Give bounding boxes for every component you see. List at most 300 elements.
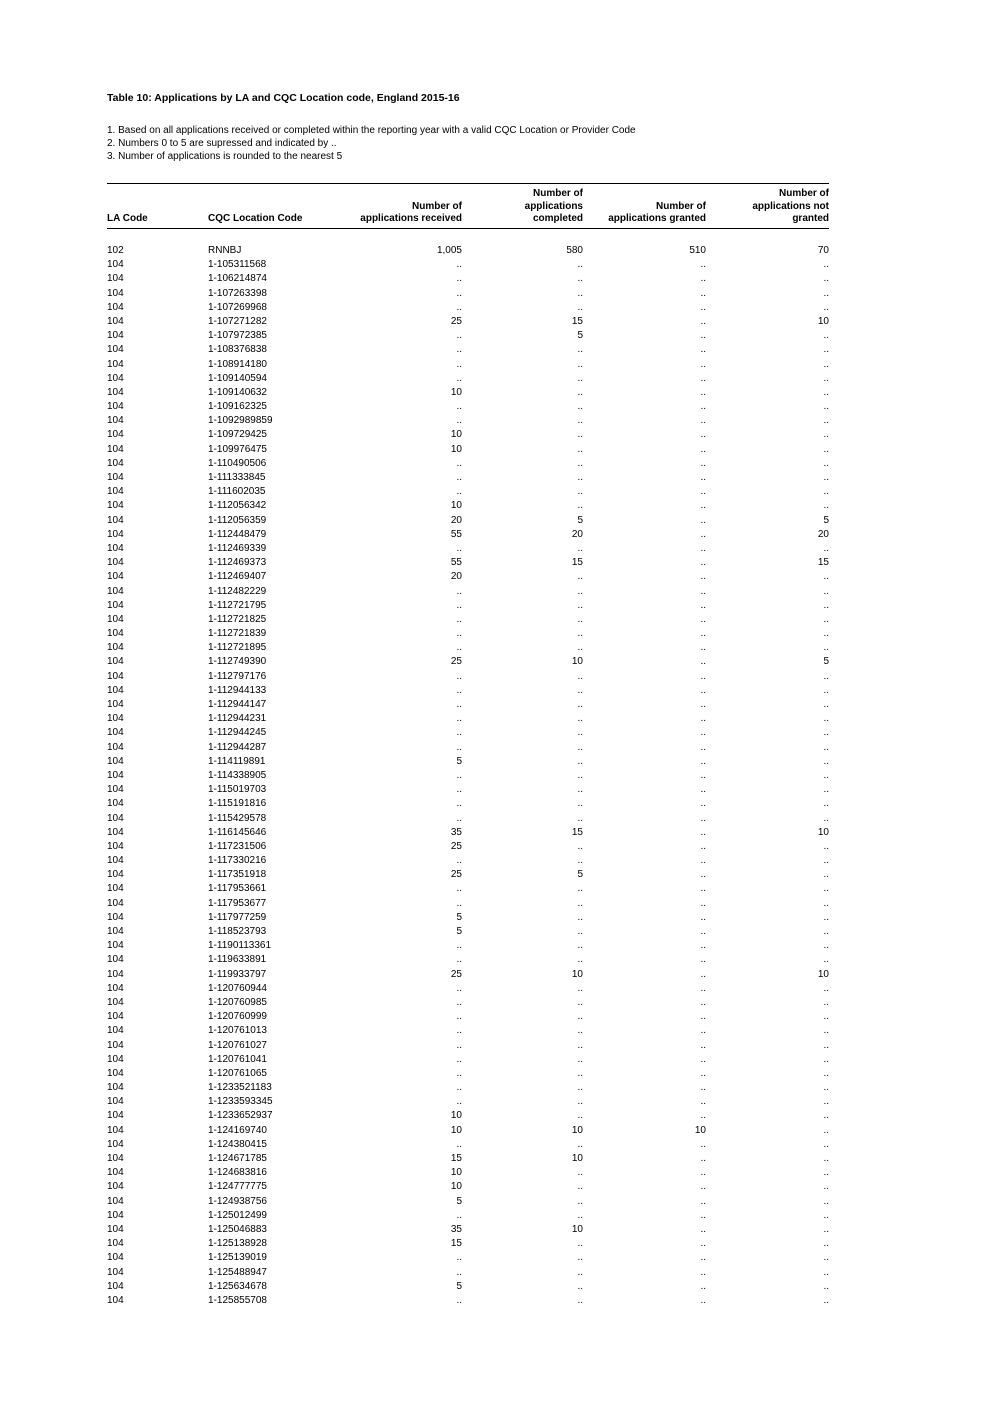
granted-cell: .. bbox=[700, 926, 706, 937]
not-granted-cell: .. bbox=[823, 259, 829, 271]
received-cell: .. bbox=[456, 585, 462, 597]
completed-cell: .. bbox=[577, 1082, 583, 1094]
la-code-cell: 104 bbox=[107, 1209, 124, 1221]
cqc-location-code-cell: 1-124671785 bbox=[208, 1153, 267, 1164]
completed-cell: .. bbox=[577, 429, 583, 441]
la-code-cell: 104 bbox=[107, 982, 124, 994]
table-body bbox=[107, 229, 829, 1309]
not-granted-cell: .. bbox=[823, 1096, 829, 1108]
granted-cell: .. bbox=[700, 812, 706, 824]
completed-cell: .. bbox=[577, 1138, 583, 1150]
not-granted-cell: .. bbox=[823, 1209, 829, 1221]
not-granted-cell: .. bbox=[823, 911, 829, 923]
completed-cell: .. bbox=[577, 1110, 583, 1122]
granted-cell: .. bbox=[700, 656, 706, 668]
la-code-cell: 104 bbox=[107, 883, 124, 895]
table-row bbox=[107, 1237, 829, 1251]
cqc-location-code-cell: 1-1233521183 bbox=[208, 1082, 272, 1094]
cqc-location-code-cell: 1-120761065 bbox=[208, 1067, 267, 1079]
la-code-cell: 104 bbox=[107, 613, 124, 625]
table-row bbox=[107, 1024, 829, 1038]
received-cell: 5 bbox=[456, 1195, 462, 1207]
header-line: applications not bbox=[752, 200, 829, 212]
table-row bbox=[107, 826, 829, 840]
granted-cell: .. bbox=[700, 1223, 706, 1235]
granted-cell: .. bbox=[700, 769, 706, 781]
received-cell: 5 bbox=[456, 1280, 462, 1292]
received-cell: 20 bbox=[450, 571, 462, 583]
not-granted-cell: .. bbox=[823, 1280, 829, 1292]
cqc-location-code-cell: 1-112448479 bbox=[208, 528, 267, 540]
table-row bbox=[107, 499, 829, 513]
not-granted-cell: .. bbox=[823, 486, 829, 498]
not-granted-cell: .. bbox=[823, 940, 829, 952]
not-granted-cell: .. bbox=[823, 1252, 829, 1264]
cqc-location-code-cell: 1-115019703 bbox=[208, 784, 267, 796]
completed-cell: .. bbox=[577, 713, 583, 725]
applications-table bbox=[107, 183, 829, 1308]
completed-cell: .. bbox=[577, 1266, 583, 1278]
received-cell: 10 bbox=[450, 1167, 462, 1179]
table-row bbox=[107, 840, 829, 854]
cqc-location-code-cell: 1-109140594 bbox=[208, 372, 267, 384]
received-cell: .. bbox=[456, 769, 462, 781]
received-cell: 25 bbox=[450, 840, 462, 852]
cqc-location-code-cell: 1-1190113361 bbox=[208, 940, 272, 952]
la-code-cell: 104 bbox=[107, 443, 124, 455]
completed-cell: .. bbox=[577, 996, 583, 1008]
not-granted-cell: .. bbox=[823, 401, 829, 413]
not-granted-cell: .. bbox=[823, 429, 829, 441]
not-granted-cell: .. bbox=[823, 699, 829, 710]
received-cell: .. bbox=[456, 954, 462, 966]
la-code-cell: 104 bbox=[107, 826, 124, 838]
received-cell: .. bbox=[456, 401, 462, 413]
completed-cell: 5 bbox=[577, 514, 583, 526]
completed-cell: .. bbox=[577, 1025, 583, 1037]
completed-cell: .. bbox=[577, 443, 583, 455]
completed-cell: .. bbox=[577, 372, 583, 384]
cqc-location-code-cell: 1-105311568 bbox=[208, 259, 267, 271]
received-cell: .. bbox=[456, 1138, 462, 1150]
not-granted-cell: .. bbox=[823, 982, 829, 994]
completed-cell: 10 bbox=[571, 656, 583, 668]
cqc-location-code-cell: 1-112944287 bbox=[208, 741, 267, 753]
completed-cell: .. bbox=[577, 401, 583, 413]
received-cell: 35 bbox=[450, 826, 462, 838]
la-code-cell: 104 bbox=[107, 429, 124, 441]
not-granted-cell: .. bbox=[823, 855, 829, 867]
cqc-location-code-cell: 1-1092989859 bbox=[208, 415, 273, 427]
completed-cell: .. bbox=[577, 585, 583, 597]
received-cell: 10 bbox=[450, 1124, 462, 1136]
cqc-location-code-cell: 1-108914180 bbox=[208, 358, 267, 370]
not-granted-cell: .. bbox=[823, 1067, 829, 1079]
la-code-cell: 104 bbox=[107, 784, 124, 796]
header-applications-completed bbox=[462, 184, 583, 229]
cqc-location-code-cell: 1-117953677 bbox=[208, 897, 267, 909]
completed-cell: .. bbox=[577, 1209, 583, 1221]
la-code-cell: 104 bbox=[107, 1167, 124, 1179]
table-row bbox=[107, 1039, 829, 1053]
la-code-cell: 104 bbox=[107, 855, 124, 867]
table-row bbox=[107, 272, 829, 286]
table-row bbox=[107, 329, 829, 343]
granted-cell: .. bbox=[700, 259, 706, 271]
not-granted-cell: .. bbox=[823, 926, 829, 937]
table-row bbox=[107, 670, 829, 684]
granted-cell: .. bbox=[700, 713, 706, 725]
header-line: Number of bbox=[412, 200, 462, 212]
completed-cell: .. bbox=[577, 911, 583, 923]
la-code-cell: 104 bbox=[107, 1110, 124, 1122]
received-cell: 10 bbox=[450, 1110, 462, 1122]
granted-cell: .. bbox=[700, 670, 706, 682]
completed-cell: .. bbox=[577, 415, 583, 427]
cqc-location-code-cell: 1-120760985 bbox=[208, 996, 267, 1008]
la-code-cell: 104 bbox=[107, 1053, 124, 1065]
received-cell: .. bbox=[456, 301, 462, 313]
table-row bbox=[107, 953, 829, 967]
la-code-cell: 104 bbox=[107, 486, 124, 498]
cqc-location-code-cell: 1-112721839 bbox=[208, 628, 267, 640]
cqc-location-code-cell: 1-125138928 bbox=[208, 1238, 267, 1250]
not-granted-cell: .. bbox=[823, 1124, 829, 1136]
not-granted-cell: .. bbox=[823, 330, 829, 342]
header-line: applications granted bbox=[608, 213, 706, 225]
granted-cell: .. bbox=[700, 954, 706, 966]
granted-cell: .. bbox=[700, 1266, 706, 1278]
granted-cell: 510 bbox=[689, 245, 706, 256]
not-granted-cell: .. bbox=[823, 1294, 829, 1306]
cqc-location-code-cell: 1-112944231 bbox=[208, 713, 267, 725]
received-cell: 15 bbox=[450, 1153, 462, 1164]
not-granted-cell: .. bbox=[823, 769, 829, 781]
completed-cell: 10 bbox=[571, 1153, 583, 1164]
table-row bbox=[107, 1124, 829, 1138]
completed-cell: .. bbox=[577, 741, 583, 753]
granted-cell: .. bbox=[700, 642, 706, 654]
not-granted-cell: .. bbox=[823, 1138, 829, 1150]
not-granted-cell: 5 bbox=[823, 514, 829, 526]
la-code-cell: 104 bbox=[107, 315, 124, 327]
cqc-location-code-cell: 1-112469339 bbox=[208, 542, 267, 554]
cqc-location-code-cell: 1-120761041 bbox=[208, 1053, 267, 1065]
la-code-cell: 104 bbox=[107, 727, 124, 739]
received-cell: .. bbox=[456, 1294, 462, 1306]
completed-cell: .. bbox=[577, 1167, 583, 1179]
la-code-cell: 104 bbox=[107, 1011, 124, 1023]
table-row bbox=[107, 315, 829, 329]
cqc-location-code-cell: 1-1233652937 bbox=[208, 1110, 273, 1122]
cqc-location-code-cell: 1-117953661 bbox=[208, 883, 267, 895]
completed-cell: .. bbox=[577, 769, 583, 781]
cqc-location-code-cell: 1-109162325 bbox=[208, 401, 267, 413]
received-cell: 10 bbox=[450, 443, 462, 455]
received-cell: .. bbox=[456, 628, 462, 640]
la-code-cell: 104 bbox=[107, 954, 124, 966]
completed-cell: 5 bbox=[577, 869, 583, 881]
cqc-location-code-cell: 1-112056342 bbox=[208, 500, 267, 512]
la-code-cell: 104 bbox=[107, 1067, 124, 1079]
granted-cell: .. bbox=[700, 755, 706, 767]
not-granted-cell: 10 bbox=[817, 968, 829, 980]
la-code-cell: 104 bbox=[107, 514, 124, 526]
received-cell: 1,005 bbox=[436, 245, 462, 256]
table-row bbox=[107, 343, 829, 357]
granted-cell: .. bbox=[700, 514, 706, 526]
completed-cell: 10 bbox=[571, 1124, 583, 1136]
table-row bbox=[107, 911, 829, 925]
not-granted-cell: .. bbox=[823, 1053, 829, 1065]
granted-cell: .. bbox=[700, 727, 706, 739]
table-row bbox=[107, 258, 829, 272]
completed-cell: 5 bbox=[577, 330, 583, 342]
la-code-cell: 104 bbox=[107, 1039, 124, 1051]
granted-cell: .. bbox=[700, 1167, 706, 1179]
not-granted-cell: 5 bbox=[823, 656, 829, 668]
received-cell: .. bbox=[456, 798, 462, 810]
la-code-cell: 104 bbox=[107, 571, 124, 583]
cqc-location-code-cell: 1-117977259 bbox=[208, 911, 267, 923]
received-cell: .. bbox=[456, 358, 462, 370]
la-code-cell: 102 bbox=[107, 245, 124, 256]
cqc-location-code-cell: 1-120760944 bbox=[208, 982, 267, 994]
not-granted-cell: .. bbox=[823, 287, 829, 299]
granted-cell: .. bbox=[700, 330, 706, 342]
not-granted-cell: .. bbox=[823, 1153, 829, 1164]
granted-cell: .. bbox=[700, 344, 706, 356]
cqc-location-code-cell: 1-118523793 bbox=[208, 926, 267, 937]
header-applications-granted bbox=[583, 184, 706, 229]
completed-cell: .. bbox=[577, 472, 583, 483]
not-granted-cell: .. bbox=[823, 798, 829, 810]
not-granted-cell: .. bbox=[823, 840, 829, 852]
table-row bbox=[107, 684, 829, 698]
completed-cell: .. bbox=[577, 982, 583, 994]
completed-cell: .. bbox=[577, 1039, 583, 1051]
table-row bbox=[107, 1280, 829, 1294]
not-granted-cell: .. bbox=[823, 1110, 829, 1122]
granted-cell: .. bbox=[700, 386, 706, 398]
completed-cell: .. bbox=[577, 883, 583, 895]
granted-cell: .. bbox=[700, 315, 706, 327]
not-granted-cell: .. bbox=[823, 1238, 829, 1250]
la-code-cell: 104 bbox=[107, 1280, 124, 1292]
table-row bbox=[107, 755, 829, 769]
not-granted-cell: .. bbox=[823, 727, 829, 739]
table-row bbox=[107, 287, 829, 301]
completed-cell: .. bbox=[577, 798, 583, 810]
table-row bbox=[107, 1266, 829, 1280]
header-line: applications bbox=[524, 200, 583, 212]
not-granted-cell: .. bbox=[823, 1011, 829, 1023]
la-code-cell: 104 bbox=[107, 684, 124, 696]
table-row bbox=[107, 570, 829, 584]
cqc-location-code-cell: 1-120760999 bbox=[208, 1011, 267, 1023]
not-granted-cell: .. bbox=[823, 472, 829, 483]
table-row bbox=[107, 925, 829, 939]
granted-cell: .. bbox=[700, 486, 706, 498]
la-code-cell: 104 bbox=[107, 1266, 124, 1278]
received-cell: .. bbox=[456, 1082, 462, 1094]
received-cell: 35 bbox=[450, 1223, 462, 1235]
cqc-location-code-cell: 1-114119891 bbox=[208, 755, 266, 767]
table-row bbox=[107, 655, 829, 669]
table-row bbox=[107, 854, 829, 868]
la-code-cell: 104 bbox=[107, 926, 124, 937]
completed-cell: .. bbox=[577, 699, 583, 710]
received-cell: 20 bbox=[450, 514, 462, 526]
received-cell: .. bbox=[456, 1011, 462, 1023]
la-code-cell: 104 bbox=[107, 699, 124, 710]
granted-cell: .. bbox=[700, 585, 706, 597]
not-granted-cell: .. bbox=[823, 613, 829, 625]
table-row bbox=[107, 471, 829, 485]
la-code-cell: 104 bbox=[107, 358, 124, 370]
received-cell: .. bbox=[456, 287, 462, 299]
table-row bbox=[107, 599, 829, 613]
table-row bbox=[107, 556, 829, 570]
completed-cell: .. bbox=[577, 1181, 583, 1193]
not-granted-cell: .. bbox=[823, 571, 829, 583]
granted-cell: .. bbox=[700, 1238, 706, 1250]
granted-cell: .. bbox=[700, 628, 706, 640]
la-code-cell: 104 bbox=[107, 996, 124, 1008]
granted-cell: .. bbox=[700, 1082, 706, 1094]
not-granted-cell: .. bbox=[823, 1223, 829, 1235]
la-code-cell: 104 bbox=[107, 1181, 124, 1193]
granted-cell: .. bbox=[700, 613, 706, 625]
la-code-cell: 104 bbox=[107, 642, 124, 654]
completed-cell: .. bbox=[577, 358, 583, 370]
header-line: Number of bbox=[779, 188, 829, 200]
granted-cell: .. bbox=[700, 883, 706, 895]
cqc-location-code-cell: 1-119633891 bbox=[208, 954, 267, 966]
received-cell: .. bbox=[456, 1209, 462, 1221]
header-spacer bbox=[107, 229, 829, 245]
table-row bbox=[107, 741, 829, 755]
received-cell: .. bbox=[456, 273, 462, 285]
granted-cell: .. bbox=[700, 826, 706, 838]
table-row bbox=[107, 457, 829, 471]
cqc-location-code-cell: 1-112749390 bbox=[208, 656, 267, 668]
not-granted-cell: .. bbox=[823, 1266, 829, 1278]
cqc-location-code-cell: 1-112056359 bbox=[208, 514, 267, 526]
table-row bbox=[107, 485, 829, 499]
received-cell: .. bbox=[456, 727, 462, 739]
table-row bbox=[107, 641, 829, 655]
table-row bbox=[107, 514, 829, 528]
granted-cell: .. bbox=[700, 784, 706, 796]
granted-cell: .. bbox=[700, 982, 706, 994]
la-code-cell: 104 bbox=[107, 670, 124, 682]
table-row bbox=[107, 1053, 829, 1067]
not-granted-cell: .. bbox=[823, 1167, 829, 1179]
la-code-cell: 104 bbox=[107, 755, 124, 767]
cqc-location-code-cell: 1-112944147 bbox=[208, 699, 267, 710]
not-granted-cell: .. bbox=[823, 670, 829, 682]
received-cell: .. bbox=[456, 1096, 462, 1108]
received-cell: 55 bbox=[450, 557, 462, 569]
la-code-cell: 104 bbox=[107, 1138, 124, 1150]
la-code-cell: 104 bbox=[107, 273, 124, 285]
received-cell: 25 bbox=[450, 869, 462, 881]
table-row bbox=[107, 372, 829, 386]
table-row bbox=[107, 882, 829, 896]
la-code-cell: 104 bbox=[107, 1025, 124, 1037]
received-cell: .. bbox=[456, 684, 462, 696]
cqc-location-code-cell: 1-112721795 bbox=[208, 599, 267, 611]
table-row bbox=[107, 783, 829, 797]
completed-cell: .. bbox=[577, 542, 583, 554]
not-granted-cell: .. bbox=[823, 954, 829, 966]
la-code-cell: 104 bbox=[107, 457, 124, 469]
granted-cell: .. bbox=[700, 542, 706, 554]
cqc-location-code-cell: 1-125139019 bbox=[208, 1252, 267, 1264]
header-applications-not-granted bbox=[706, 184, 829, 229]
header-line: Number of bbox=[533, 188, 583, 200]
table-row bbox=[107, 1081, 829, 1095]
la-code-cell: 104 bbox=[107, 401, 124, 413]
cqc-location-code-cell: 1-124683816 bbox=[208, 1167, 267, 1179]
note-1: 1. Based on all applications received or completed within the reporting year with a valid CQC Location or Provider Code bbox=[107, 125, 636, 136]
completed-cell: .. bbox=[577, 1011, 583, 1023]
la-code-cell: 104 bbox=[107, 628, 124, 640]
granted-cell: 10 bbox=[694, 1124, 706, 1136]
cqc-location-code-cell: RNNBJ bbox=[208, 245, 242, 256]
received-cell: .. bbox=[456, 812, 462, 824]
table-row bbox=[107, 414, 829, 428]
granted-cell: .. bbox=[700, 1096, 706, 1108]
granted-cell: .. bbox=[700, 457, 706, 469]
la-code-cell: 104 bbox=[107, 812, 124, 824]
granted-cell: .. bbox=[700, 1209, 706, 1221]
table-row bbox=[107, 897, 829, 911]
table-row bbox=[107, 301, 829, 315]
cqc-location-code-cell: 1-116145646 bbox=[208, 826, 267, 838]
granted-cell: .. bbox=[700, 528, 706, 540]
received-cell: .. bbox=[456, 982, 462, 994]
granted-cell: .. bbox=[700, 1110, 706, 1122]
received-cell: .. bbox=[456, 1039, 462, 1051]
completed-cell: .. bbox=[577, 954, 583, 966]
received-cell: 10 bbox=[450, 386, 462, 398]
cqc-location-code-cell: 1-107263398 bbox=[208, 287, 267, 299]
table-row bbox=[107, 726, 829, 740]
not-granted-cell: 15 bbox=[817, 557, 829, 569]
completed-cell: .. bbox=[577, 812, 583, 824]
received-cell: .. bbox=[456, 1025, 462, 1037]
completed-cell: 10 bbox=[571, 968, 583, 980]
table-row bbox=[107, 1251, 829, 1265]
completed-cell: .. bbox=[577, 599, 583, 611]
header-la-code: LA Code bbox=[107, 213, 148, 225]
table-row bbox=[107, 868, 829, 882]
la-code-cell: 104 bbox=[107, 585, 124, 597]
completed-cell: .. bbox=[577, 571, 583, 583]
completed-cell: .. bbox=[577, 628, 583, 640]
not-granted-cell: .. bbox=[823, 301, 829, 313]
not-granted-cell: .. bbox=[823, 1195, 829, 1207]
cqc-location-code-cell: 1-117330216 bbox=[208, 855, 267, 867]
header-applications-received bbox=[338, 184, 462, 229]
cqc-location-code-cell: 1-112944245 bbox=[208, 727, 267, 739]
received-cell: .. bbox=[456, 996, 462, 1008]
granted-cell: .. bbox=[700, 940, 706, 952]
la-code-cell: 104 bbox=[107, 500, 124, 512]
not-granted-cell: .. bbox=[823, 500, 829, 512]
